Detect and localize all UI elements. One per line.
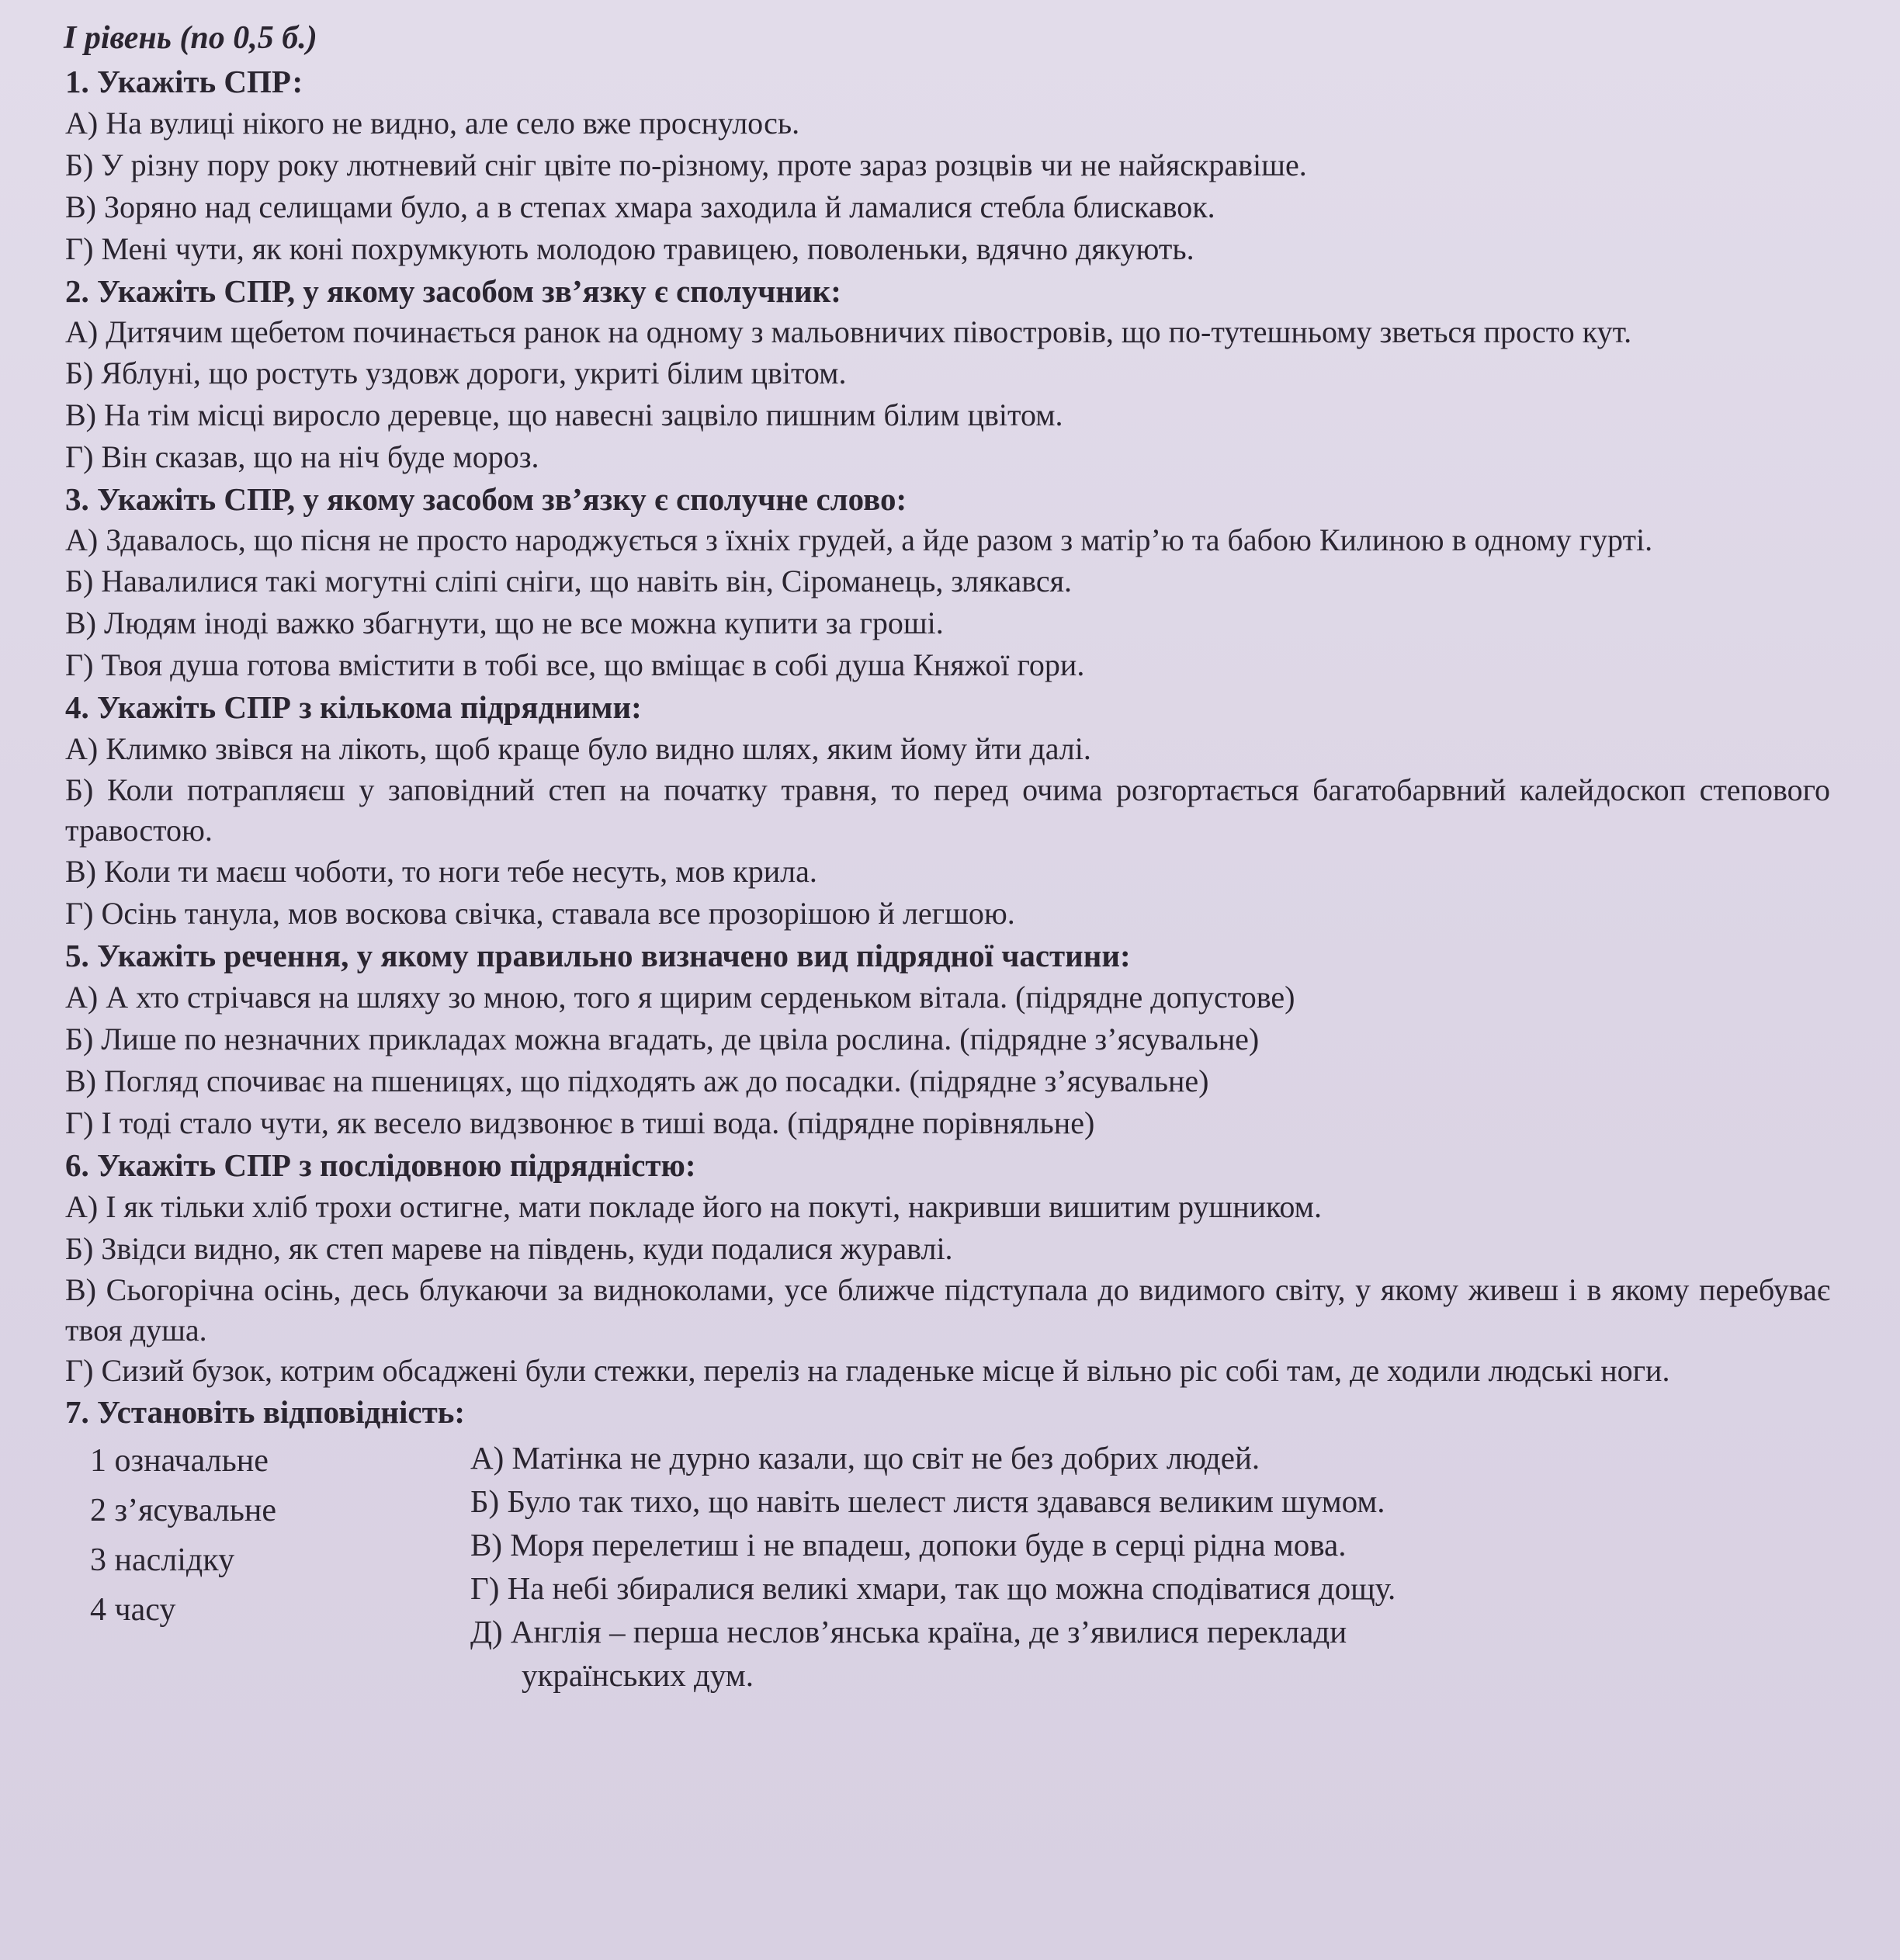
question-title: 3. Укажіть СПР, у якому засобом зв’язку є сполучне слово: bbox=[65, 481, 907, 517]
option-b: Б) Навалилися такі могутні сліпі сніги, що навіть він, Сіроманець, злякався. bbox=[65, 564, 1072, 598]
question-1 bbox=[43, 61, 1830, 270]
sentence-item: Г) На небі збиралися великі хмари, так що можна сподіватися дощу. bbox=[470, 1570, 1396, 1606]
option-a: А) На вулиці нікого не видно, але село вже проснулось. bbox=[65, 106, 800, 140]
question-title: 7. Установіть відповідність: bbox=[65, 1394, 466, 1430]
type-item: 2 з’ясувальне bbox=[90, 1493, 277, 1528]
question-4 bbox=[43, 686, 1830, 935]
option-a: А) Дитячим щебетом починається ранок на одному з мальовничих півостровів, що по-тутешньому зветься просто кут. bbox=[65, 314, 1632, 349]
question-title: 5. Укажіть речення, у якому правильно визначено вид підрядної частини: bbox=[65, 938, 1131, 973]
option-b: Б) Звідси видно, як степ мареве на південь, куди подалися журавлі. bbox=[65, 1231, 953, 1266]
option-v: В) Зоряно над селищами було, а в степах хмара заходила й ламалися стебла блискавок. bbox=[65, 189, 1215, 224]
option-v: В) Погляд спочиває на пшеницях, що підходять аж до посадки. (підрядне з’ясувальне) bbox=[65, 1063, 1209, 1098]
question-7 bbox=[43, 1391, 1830, 1697]
option-b: Б) У різну пору року лютневий сніг цвіте по-різному, проте зараз розцвів чи не найяскравіше. bbox=[65, 147, 1307, 182]
option-a: А) І як тільки хліб трохи остигне, мати покладе його на покуті, накривши вишитим рушником. bbox=[65, 1189, 1322, 1224]
option-g: Г) Осінь танула, мов воскова свічка, ставала все прозорішою й легшою. bbox=[65, 896, 1015, 931]
question-title: 4. Укажіть СПР з кількома підрядними: bbox=[65, 689, 642, 725]
question-title: 6. Укажіть СПР з послідовною підрядністю: bbox=[65, 1147, 696, 1183]
option-g: Г) Сизий бузок, котрим обсаджені були стежки, переліз на гладеньке місце й вільно ріс собі там, де ходили людські ноги. bbox=[65, 1353, 1670, 1388]
question-title: 1. Укажіть СПР: bbox=[65, 64, 303, 99]
option-a: А) А хто стрічався на шляху зо мною, того я щирим серденьком вітала. (підрядне допустове) bbox=[65, 980, 1295, 1015]
option-v: В) На тім місці виросло деревце, що навесні зацвіло пишним білим цвітом. bbox=[65, 397, 1063, 432]
question-5 bbox=[43, 935, 1830, 1144]
option-g: Г) І тоді стало чути, як весело видзвонює в тиші вода. (підрядне порівняльне) bbox=[65, 1105, 1095, 1140]
sentence-item: Д) Англія – перша неслов’янська країна, де з’явилися переклади bbox=[470, 1614, 1347, 1650]
question-2 bbox=[43, 270, 1830, 478]
option-v: В) Сьогорічна осінь, десь блукаючи за видноколами, усе ближче підступала до видимого світу, у якому живеш і в якому перебуває твоя душа. bbox=[65, 1272, 1830, 1348]
option-g: Г) Твоя душа готова вмістити в тобі все, що вміщає в собі душа Княжої гори. bbox=[65, 647, 1085, 682]
sentence-item: В) Моря перелетиш і не впадеш, допоки буде в серці рідна мова. bbox=[470, 1527, 1347, 1563]
type-item: 4 часу bbox=[90, 1592, 176, 1628]
question-title: 2. Укажіть СПР, у якому засобом зв’язку є сполучник: bbox=[65, 273, 841, 309]
sentence-item: Б) Було так тихо, що навіть шелест листя здавався великим шумом. bbox=[470, 1483, 1385, 1519]
option-b: Б) Яблуні, що ростуть уздовж дороги, укриті білим цвітом. bbox=[65, 356, 847, 390]
sentences bbox=[470, 1436, 1830, 1697]
type-item: 3 наслідку bbox=[90, 1542, 235, 1578]
question-3 bbox=[43, 478, 1830, 686]
clause-types bbox=[43, 1436, 470, 1697]
option-v: В) Людям іноді важко збагнути, що не все можна купити за гроші. bbox=[65, 605, 944, 640]
option-a: А) Здавалось, що пісня не просто народжується з їхніх грудей, а йде разом з матір’ю та бабою Килиною в одному гурті. bbox=[65, 522, 1653, 557]
option-g: Г) Мені чути, як коні похрумкують молодою травицею, поволеньки, вдячно дякують. bbox=[65, 231, 1194, 266]
matching-table bbox=[43, 1436, 1830, 1697]
option-a: А) Климко звівся на лікоть, щоб краще було видно шлях, яким йому йти далі. bbox=[65, 731, 1091, 766]
level-heading: І рівень (по 0,5 б.) bbox=[64, 20, 317, 56]
question-6 bbox=[43, 1144, 1830, 1391]
option-g: Г) Він сказав, що на ніч буде мороз. bbox=[65, 439, 539, 474]
sentence-item: А) Матінка не дурно казали, що світ не без добрих людей. bbox=[470, 1440, 1260, 1476]
type-item: 1 означальне bbox=[90, 1443, 269, 1479]
option-b: Б) Лише по незначних прикладах можна вгадать, де цвіла рослина. (підрядне з’ясувальне) bbox=[65, 1022, 1260, 1056]
option-v: В) Коли ти маєш чоботи, то ноги тебе несуть, мов крила. bbox=[65, 854, 817, 889]
option-b: Б) Коли потрапляєш у заповідний степ на початку травня, то перед очима розгортається багатобарвний калейдоскоп степового травостою. bbox=[65, 772, 1830, 848]
sentence-continuation: українських дум. bbox=[522, 1657, 754, 1693]
